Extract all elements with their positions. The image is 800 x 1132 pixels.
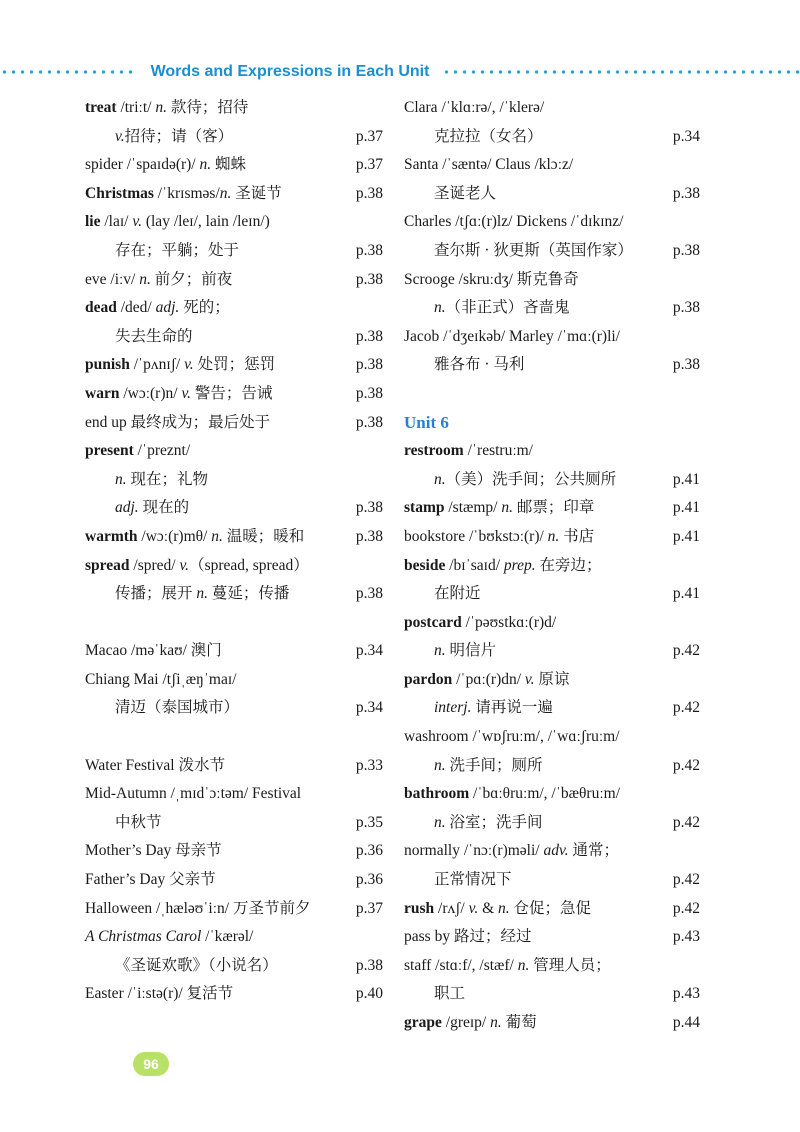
headword: grape (404, 1014, 442, 1031)
headword: present (85, 442, 134, 460)
header-dots-left (0, 70, 136, 74)
entry-text: spider /ˈspaɪdə(r)/ (85, 156, 200, 174)
vocab-entry (404, 523, 700, 552)
page-reference: p.41 (672, 527, 700, 545)
entry-text: 通常； (568, 842, 619, 860)
entry-text: 原谅 (534, 670, 570, 688)
part-of-speech: adj. (155, 299, 180, 317)
entry-text: 招待；请（客） (124, 127, 234, 145)
vocab-entry (404, 952, 700, 981)
entry-text: /ˈpɑː(r)dn/ (452, 670, 525, 688)
headword: postcard (404, 613, 462, 631)
entry-text: （非正式）吝啬鬼 (445, 299, 570, 317)
page-reference: p.35 (355, 813, 383, 831)
page-reference: p.38 (672, 184, 700, 202)
part-of-speech: n. (547, 527, 560, 545)
entry-text: 正常情况下 (434, 871, 512, 889)
page-reference: p.38 (672, 299, 700, 317)
vocab-entry (85, 294, 383, 323)
entry-text: 职工 (434, 985, 466, 1003)
entry-text: 在旁边； (535, 556, 602, 574)
page-reference: p.41 (672, 499, 700, 517)
page-reference: p.42 (672, 699, 700, 717)
entry-text: 失去生命的 (115, 327, 193, 345)
vocab-entry (85, 266, 383, 295)
entry-text: 请再说一遍 (471, 699, 553, 717)
page-reference: p.42 (672, 899, 700, 917)
entry-text: /ded/ (116, 299, 156, 317)
part-of-speech: n. (501, 499, 513, 517)
part-of-speech: v. (468, 899, 479, 917)
entry-text: 圣诞老人 (434, 184, 497, 202)
vocab-entry (404, 494, 700, 523)
vocab-entry (85, 94, 383, 123)
entry-text: Jacob /ˈdʒeɪkəb/ Marley /ˈmɑː(r)li/ (404, 327, 620, 345)
page-reference: p.44 (672, 1014, 700, 1031)
page-reference: p.38 (355, 270, 383, 288)
entry-text: /spred/ (129, 556, 180, 574)
entry-text: (lay /leɪ/, lain /leɪn/) (141, 213, 270, 231)
part-of-speech: n. (517, 956, 530, 974)
entry-text: /ˈbɑːθruːm/, /ˈbæθruːm/ (469, 785, 620, 803)
page-reference: p.42 (672, 871, 700, 889)
headword: stamp (404, 499, 445, 517)
page-reference: p.33 (355, 756, 383, 774)
vocab-entry (404, 266, 700, 295)
entry-text: 传播；展开 (115, 585, 197, 603)
headword: punish (85, 356, 130, 374)
vocab-entry (404, 437, 700, 466)
entry-text: Santa /ˈsæntə/ Claus /klɔːz/ (404, 156, 574, 174)
part-of-speech: interj. (434, 699, 472, 717)
vocab-entry (85, 151, 383, 180)
entry-text: Chiang Mai /tʃiˌæŋˈmaɪ/ (85, 670, 237, 688)
vocab-entry (85, 637, 383, 666)
part-of-speech: n. (434, 470, 446, 488)
entry-text: Water Festival 泼水节 (85, 756, 225, 774)
page-reference: p.38 (355, 527, 383, 545)
vocab-entry (85, 895, 383, 924)
entry-text: Mother’s Day 母亲节 (85, 842, 222, 860)
entry-text: 仓促；急促 (509, 899, 592, 917)
page-reference: p.42 (672, 756, 700, 774)
part-of-speech: n. (434, 299, 446, 317)
entry-text: 葡萄 (501, 1014, 537, 1031)
entry-continuation (404, 123, 700, 152)
page-reference: p.38 (355, 241, 383, 259)
part-of-speech: A Christmas Carol (85, 928, 202, 946)
page-reference: p.42 (672, 813, 700, 831)
page-reference: p.42 (672, 642, 700, 660)
entry-text: eve /iːv/ (85, 270, 140, 288)
page-header (0, 60, 800, 84)
headword: dead (85, 299, 117, 317)
entry-continuation (404, 637, 700, 666)
blank-line (85, 723, 383, 752)
entry-text: /greɪp/ (441, 1014, 491, 1031)
entry-text: 死的； (179, 299, 230, 317)
entry-text: pass by 路过；经过 (404, 928, 532, 946)
entry-text: 在附近 (434, 585, 481, 603)
headword: lie (85, 213, 101, 231)
vocab-entry (404, 780, 700, 809)
part-of-speech: n. (498, 899, 510, 917)
entry-continuation (85, 323, 383, 352)
headword: Christmas (85, 184, 154, 202)
page-reference: p.38 (355, 327, 383, 345)
part-of-speech: n. (434, 756, 446, 774)
headword: warn (85, 384, 120, 402)
part-of-speech: n. (139, 270, 151, 288)
vocab-entry (85, 923, 383, 952)
part-of-speech: n. (434, 813, 446, 831)
page-reference: p.34 (355, 699, 383, 717)
blank-line (85, 609, 383, 638)
part-of-speech: n. (115, 470, 127, 488)
entry-text: end up 最终成为；最后处于 (85, 413, 271, 431)
entry-continuation (404, 580, 700, 609)
part-of-speech: n. (219, 184, 232, 202)
part-of-speech: v. (184, 356, 194, 374)
entry-text: /bɪˈsaɪd/ (445, 556, 504, 574)
page-reference: p.34 (355, 642, 383, 660)
vocab-entry (85, 409, 383, 438)
entry-text: Scrooge /skruːdʒ/ 斯克鲁奇 (404, 270, 579, 288)
headword: bathroom (404, 785, 470, 803)
entry-text: /ˈkrɪsməs/ (153, 184, 220, 202)
part-of-speech: n. (434, 642, 446, 660)
entry-text: /triːt/ (116, 99, 156, 116)
entry-text: /ˈpreznt/ (133, 442, 191, 460)
entry-text: 管理人员； (529, 956, 611, 974)
page-reference: p.38 (355, 499, 383, 517)
entry-text: normally /ˈnɔː(r)məli/ (404, 842, 544, 860)
entry-text: staff /stɑːf/, /stæf/ (404, 956, 518, 974)
blank-line (404, 380, 700, 409)
entry-text: /ˈpʌnɪʃ/ (129, 356, 185, 374)
entry-text: /wɔː(r)mθ/ (137, 527, 212, 545)
part-of-speech: prep. (503, 556, 536, 574)
entry-continuation (404, 752, 700, 781)
page-reference: p.38 (355, 184, 383, 202)
vocab-entry (404, 837, 700, 866)
vocab-entry (85, 752, 383, 781)
entry-text: 蜘蛛 (211, 156, 247, 174)
page-reference: p.37 (355, 127, 383, 145)
entry-text: bookstore /ˈbʊkstɔː(r)/ (404, 527, 548, 545)
headword: rush (404, 899, 435, 917)
right-column (404, 94, 700, 1038)
part-of-speech: v. (181, 384, 192, 402)
part-of-speech: n. (490, 1014, 502, 1031)
unit-heading (404, 409, 700, 438)
entry-text: Father’s Day 父亲节 (85, 871, 216, 889)
entry-text: /laɪ/ (100, 213, 133, 231)
part-of-speech: adj. (115, 499, 139, 517)
entry-text: 警告；告诫 (191, 384, 273, 402)
page-reference: p.43 (672, 928, 700, 946)
page-reference: p.38 (672, 241, 700, 259)
page-reference: p.38 (355, 356, 383, 374)
entry-text: 洗手间；厕所 (445, 756, 543, 774)
entry-text: Mid-Autumn /ˌmɪdˈɔːtəm/ Festival (85, 785, 302, 803)
entry-text: 《圣诞欢歌》（小说名） (115, 956, 278, 974)
vocab-entry (85, 837, 383, 866)
headword: warmth (85, 527, 138, 545)
entry-continuation (85, 580, 383, 609)
entry-text: /ˈrestruːm/ (463, 442, 533, 460)
unit-heading-text: Unit 6 (404, 412, 449, 432)
page-reference: p.38 (672, 356, 700, 374)
entry-text: 处罚；惩罚 (193, 356, 276, 374)
vocab-entry (404, 323, 700, 352)
entry-text: （美）洗手间；公共厕所 (445, 470, 617, 488)
entry-text: 蔓延；传播 (208, 585, 290, 603)
vocab-entry (404, 666, 700, 695)
entry-text: 邮票；印章 (512, 499, 595, 517)
headword: spread (85, 556, 130, 574)
part-of-speech: v. (132, 213, 142, 231)
vocab-entry (85, 380, 383, 409)
entry-text: Macao /məˈkaʊ/ 澳门 (85, 642, 222, 660)
part-of-speech: v. (179, 556, 190, 574)
vocab-entry (85, 666, 383, 695)
entry-text: （spread, spread） (189, 556, 309, 574)
vocab-entry (85, 866, 383, 895)
entry-text: Charles /tʃɑː(r)lz/ Dickens /ˈdɪkɪnz/ (404, 213, 624, 231)
vocab-entry (404, 609, 700, 638)
vocab-entry (85, 437, 383, 466)
entry-text: washroom /ˈwɒʃruːm/, /ˈwɑːʃruːm/ (404, 728, 620, 746)
entry-text: Clara /ˈklɑːrə/, /ˈklerə/ (404, 99, 545, 116)
page-reference: p.38 (355, 585, 383, 603)
entry-continuation (404, 866, 700, 895)
entry-text: 存在；平躺；处于 (115, 241, 240, 259)
entry-text: 查尔斯 · 狄更斯（英国作家） (434, 241, 633, 259)
page-reference: p.40 (355, 985, 383, 1003)
vocab-entry (404, 1009, 700, 1038)
vocab-entry (85, 523, 383, 552)
entry-continuation (85, 123, 383, 152)
page-reference: p.38 (355, 413, 383, 431)
part-of-speech: adv. (543, 842, 569, 860)
entry-text: 圣诞节 (231, 184, 282, 202)
vocab-entry (404, 723, 700, 752)
vocab-entry (85, 780, 383, 809)
entry-continuation (404, 980, 700, 1009)
vocab-entry (85, 180, 383, 209)
page-number-badge: 96 (133, 1052, 169, 1076)
vocab-entry (85, 552, 383, 581)
part-of-speech: n. (155, 99, 167, 116)
header-title: Words and Expressions in Each Unit (150, 63, 430, 80)
vocab-entry (404, 895, 700, 924)
page-reference: p.41 (672, 470, 700, 488)
entry-text: 雅各布 · 马利 (434, 356, 525, 374)
entry-text: 清迈（泰国城市） (115, 699, 240, 717)
entry-text: 款待；招待 (166, 99, 249, 116)
entry-text: 浴室；洗手间 (445, 813, 543, 831)
entry-text: 中秋节 (115, 813, 162, 831)
entry-text: 前夕；前夜 (150, 270, 233, 288)
entry-text: 温暖；暖和 (222, 527, 305, 545)
entry-continuation (404, 809, 700, 838)
page-reference: p.37 (355, 156, 383, 174)
entry-text: /stæmp/ (444, 499, 502, 517)
entry-continuation (85, 952, 383, 981)
headword: restroom (404, 442, 464, 460)
entry-text: /wɔː(r)n/ (119, 384, 182, 402)
entry-continuation (85, 809, 383, 838)
vocab-entry (404, 552, 700, 581)
entry-text: 克拉拉（女名） (434, 127, 543, 145)
entry-continuation (85, 466, 383, 495)
vocab-entry (85, 980, 383, 1009)
headword: pardon (404, 670, 453, 688)
entry-text: & (478, 899, 499, 917)
entry-continuation (404, 694, 700, 723)
page-reference: p.36 (355, 871, 383, 889)
page-reference: p.43 (672, 985, 700, 1003)
entry-continuation (404, 237, 700, 266)
vocab-entry (404, 208, 700, 237)
entry-text: 书店 (559, 527, 595, 545)
vocab-entry (85, 208, 383, 237)
entry-continuation (85, 494, 383, 523)
part-of-speech: v. (115, 127, 125, 145)
headword: beside (404, 556, 446, 574)
entry-text: 明信片 (445, 642, 497, 660)
entry-continuation (85, 694, 383, 723)
headword: treat (85, 99, 117, 116)
left-column (85, 94, 383, 1009)
entry-continuation (404, 466, 700, 495)
entry-text: /ˈpəʊstkɑː(r)d/ (461, 613, 557, 631)
vocab-entry (85, 351, 383, 380)
header-dots-right (442, 70, 800, 74)
vocab-entry (404, 151, 700, 180)
part-of-speech: n. (211, 527, 223, 545)
entry-text: Halloween /ˌhæləʊˈiːn/ 万圣节前夕 (85, 899, 311, 917)
page-reference: p.34 (672, 127, 700, 145)
entry-continuation (404, 294, 700, 323)
page-reference: p.38 (355, 956, 383, 974)
vocab-entry (404, 94, 700, 123)
entry-text: 现在；礼物 (126, 470, 209, 488)
entry-continuation (85, 237, 383, 266)
part-of-speech: n. (196, 585, 209, 603)
entry-continuation (404, 180, 700, 209)
vocab-entry (404, 923, 700, 952)
entry-text: /ˈkærəl/ (201, 928, 254, 946)
part-of-speech: n. (199, 156, 212, 174)
entry-text: Easter /ˈiːstə(r)/ 复活节 (85, 985, 234, 1003)
entry-text: /rʌʃ/ (434, 899, 469, 917)
entry-continuation (404, 351, 700, 380)
page-reference: p.41 (672, 585, 700, 603)
page-reference: p.37 (355, 899, 383, 917)
page-reference: p.36 (355, 842, 383, 860)
entry-text: 现在的 (138, 499, 190, 517)
part-of-speech: v. (524, 670, 535, 688)
page-reference: p.38 (355, 384, 383, 402)
